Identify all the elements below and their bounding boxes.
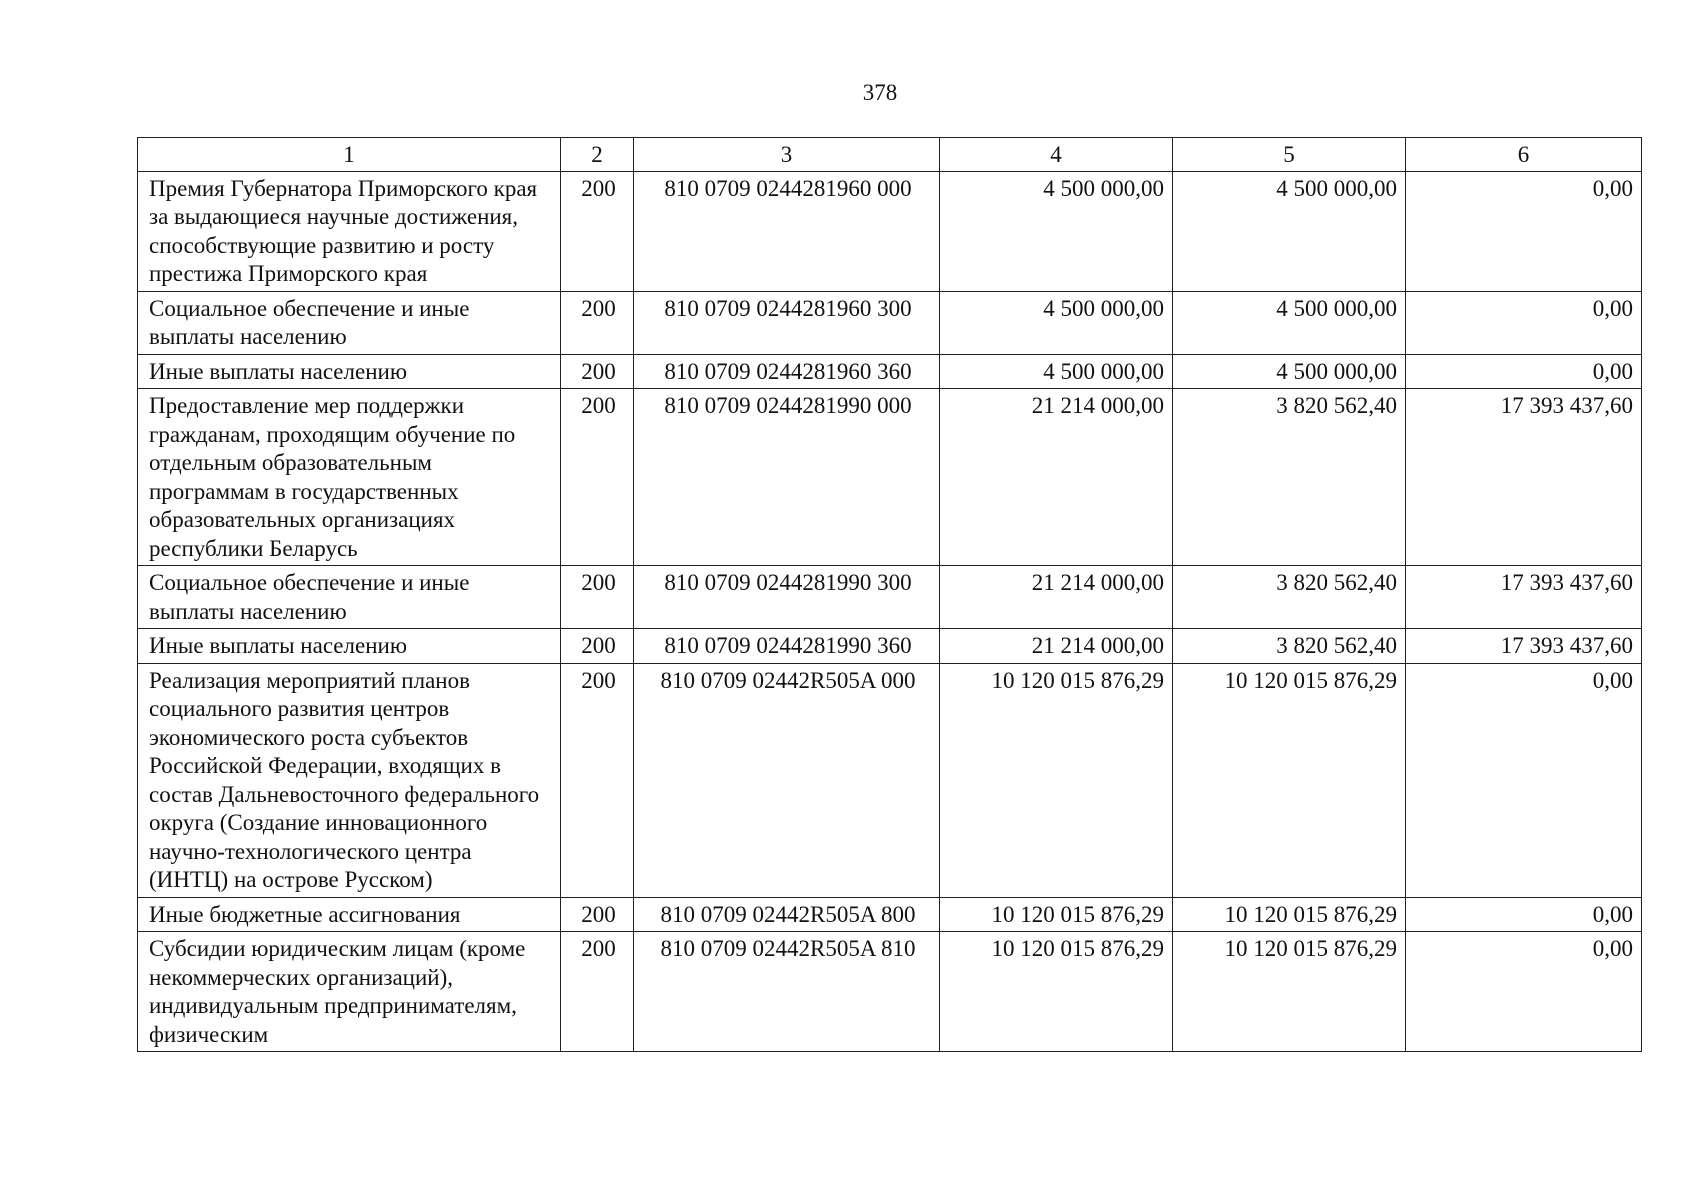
row-name-cell: Субсидии юридическим лицам (кроме некоммерческих организаций), индивидуальным предпринимателям, физическим bbox=[138, 932, 561, 1052]
table-row bbox=[138, 932, 1642, 1052]
row-value-col5: 10 120 015 876,29 bbox=[1173, 932, 1406, 1052]
page-number: 378 bbox=[862, 80, 898, 105]
row-code-200-cell: 200 bbox=[561, 354, 634, 389]
table-row bbox=[138, 171, 1642, 291]
row-value-col4: 21 214 000,00 bbox=[940, 389, 1173, 566]
row-name-cell: Иные выплаты населению bbox=[138, 354, 561, 389]
row-budget-code-cell: 810 0709 02442R505A 810 bbox=[634, 932, 940, 1052]
column-header: 3 bbox=[634, 138, 940, 172]
row-value-col5: 4 500 000,00 bbox=[1173, 291, 1406, 354]
row-value-col5: 3 820 562,40 bbox=[1173, 566, 1406, 629]
row-value-col5: 10 120 015 876,29 bbox=[1173, 897, 1406, 932]
row-value-col6: 0,00 bbox=[1406, 171, 1642, 291]
row-value-col4: 21 214 000,00 bbox=[940, 629, 1173, 664]
row-name-cell: Социальное обеспечение и иные выплаты населению bbox=[138, 566, 561, 629]
table-row bbox=[138, 629, 1642, 664]
row-name-cell: Реализация мероприятий планов социального развития центров экономического роста субъектов Российской Федерации, входящих в состав Дальневосточного федерального округа (Создание инновационного научно-технологического центра (ИНТЦ) на острове Русском) bbox=[138, 663, 561, 897]
row-code-200-cell: 200 bbox=[561, 291, 634, 354]
row-value-col6: 0,00 bbox=[1406, 932, 1642, 1052]
row-value-col4: 21 214 000,00 bbox=[940, 566, 1173, 629]
row-name-cell: Иные выплаты населению bbox=[138, 629, 561, 664]
row-value-col5: 10 120 015 876,29 bbox=[1173, 663, 1406, 897]
column-header: 1 bbox=[138, 138, 561, 172]
table-row bbox=[138, 663, 1642, 897]
row-budget-code-cell: 810 0709 0244281960 360 bbox=[634, 354, 940, 389]
column-header: 2 bbox=[561, 138, 634, 172]
row-value-col5: 3 820 562,40 bbox=[1173, 389, 1406, 566]
table-row bbox=[138, 291, 1642, 354]
row-value-col6: 17 393 437,60 bbox=[1406, 629, 1642, 664]
row-code-200-cell: 200 bbox=[561, 663, 634, 897]
row-budget-code-cell: 810 0709 0244281960 000 bbox=[634, 171, 940, 291]
row-value-col4: 10 120 015 876,29 bbox=[940, 663, 1173, 897]
row-value-col4: 4 500 000,00 bbox=[940, 291, 1173, 354]
row-value-col6: 0,00 bbox=[1406, 291, 1642, 354]
column-header: 4 bbox=[940, 138, 1173, 172]
row-value-col6: 0,00 bbox=[1406, 897, 1642, 932]
row-budget-code-cell: 810 0709 0244281960 300 bbox=[634, 291, 940, 354]
row-budget-code-cell: 810 0709 0244281990 300 bbox=[634, 566, 940, 629]
table-row bbox=[138, 566, 1642, 629]
row-code-200-cell: 200 bbox=[561, 932, 634, 1052]
row-code-200-cell: 200 bbox=[561, 629, 634, 664]
row-name-cell: Премия Губернатора Приморского края за выдающиеся научные достижения, способствующие развитию и росту престижа Приморского края bbox=[138, 171, 561, 291]
row-budget-code-cell: 810 0709 02442R505A 800 bbox=[634, 897, 940, 932]
table-header-row bbox=[138, 138, 1642, 172]
row-value-col6: 0,00 bbox=[1406, 663, 1642, 897]
budget-table bbox=[137, 137, 1642, 1052]
row-budget-code-cell: 810 0709 0244281990 360 bbox=[634, 629, 940, 664]
row-code-200-cell: 200 bbox=[561, 389, 634, 566]
table-row bbox=[138, 897, 1642, 932]
table-row bbox=[138, 354, 1642, 389]
row-value-col5: 3 820 562,40 bbox=[1173, 629, 1406, 664]
row-value-col4: 4 500 000,00 bbox=[940, 354, 1173, 389]
column-header: 6 bbox=[1406, 138, 1642, 172]
row-value-col4: 4 500 000,00 bbox=[940, 171, 1173, 291]
row-value-col4: 10 120 015 876,29 bbox=[940, 932, 1173, 1052]
row-value-col4: 10 120 015 876,29 bbox=[940, 897, 1173, 932]
row-value-col6: 0,00 bbox=[1406, 354, 1642, 389]
row-value-col6: 17 393 437,60 bbox=[1406, 389, 1642, 566]
row-value-col5: 4 500 000,00 bbox=[1173, 171, 1406, 291]
row-value-col6: 17 393 437,60 bbox=[1406, 566, 1642, 629]
row-budget-code-cell: 810 0709 02442R505A 000 bbox=[634, 663, 940, 897]
row-name-cell: Предоставление мер поддержки гражданам, проходящим обучение по отдельным образовательным программам в государственных образовательных организациях республики Беларусь bbox=[138, 389, 561, 566]
row-name-cell: Иные бюджетные ассигнования bbox=[138, 897, 561, 932]
column-header: 5 bbox=[1173, 138, 1406, 172]
row-code-200-cell: 200 bbox=[561, 171, 634, 291]
row-name-cell: Социальное обеспечение и иные выплаты населению bbox=[138, 291, 561, 354]
row-code-200-cell: 200 bbox=[561, 566, 634, 629]
table-row bbox=[138, 389, 1642, 566]
row-code-200-cell: 200 bbox=[561, 897, 634, 932]
row-budget-code-cell: 810 0709 0244281990 000 bbox=[634, 389, 940, 566]
row-value-col5: 4 500 000,00 bbox=[1173, 354, 1406, 389]
